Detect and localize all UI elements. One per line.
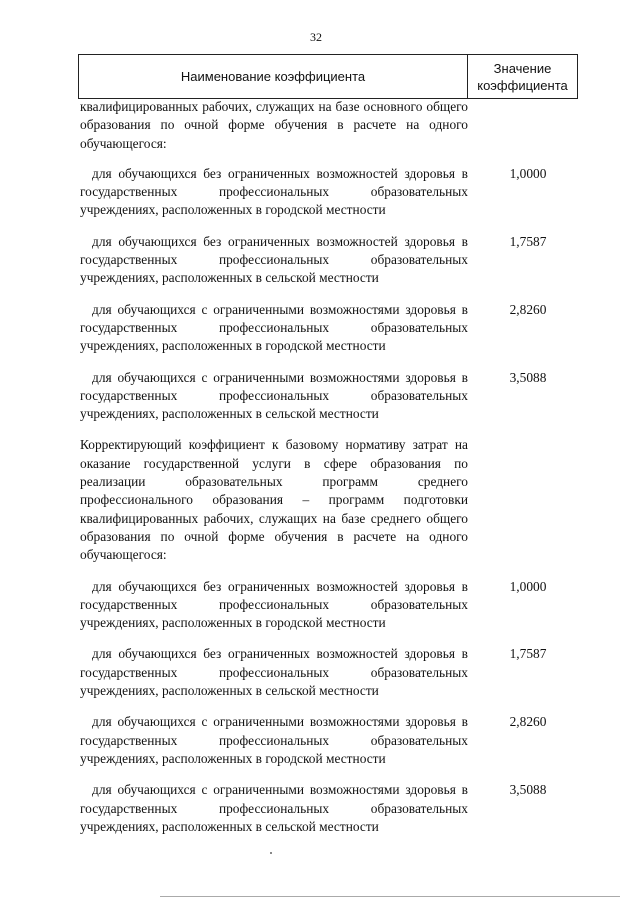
- coefficient-value: [468, 436, 580, 564]
- page-bottom-edge: [160, 896, 620, 897]
- coefficient-value: 2,8260: [509, 301, 547, 317]
- coefficient-description: для обучающихся без ограниченных возможностей здоровья в государственных профессиональных образовательных учреждениях, расположенных в сельской местности: [80, 233, 468, 286]
- coefficient-description: квалифицированных рабочих, служащих на базе основного общего образования по очной форме обучения в расчете на одного обучающегося:: [80, 99, 468, 151]
- coefficient-value: 2,8260: [509, 714, 547, 730]
- coefficient-description: для обучающихся с ограниченными возможностями здоровья в государственных профессиональных образовательных учреждениях, расположенных в сельской местности: [80, 369, 468, 422]
- table-row: [80, 781, 580, 836]
- coefficient-description: для обучающихся без ограниченных возможностей здоровья в государственных профессиональных образовательных учреждениях, расположенных в городской местности: [80, 165, 468, 218]
- column-header-value-line1: Значение: [493, 60, 552, 76]
- table-row: [80, 578, 580, 633]
- coefficient-value: 1,0000: [509, 165, 547, 181]
- scan-artifact: [270, 852, 272, 854]
- coefficient-value: [468, 98, 580, 153]
- coefficient-value: 1,7587: [509, 233, 547, 249]
- coefficient-description: для обучающихся без ограниченных возможностей здоровья в государственных профессиональных образовательных учреждениях, расположенных в городской местности: [80, 578, 468, 631]
- table-body: [80, 98, 580, 849]
- page-number: 32: [310, 30, 322, 44]
- table-header: [78, 54, 578, 99]
- table-row: [80, 98, 580, 153]
- column-header-value: [468, 55, 577, 98]
- section-title: Корректирующий коэффициент к базовому нормативу затрат на оказание государственной услуги в сфере образования по реализации образовательных программ среднего профессионального образования – программ подготовки квалифицированных рабочих, служащих на базе среднего общего образования по очной форме обучения в расчете на одного обучающегося:: [80, 437, 468, 563]
- table-row: [80, 713, 580, 768]
- coefficient-description: для обучающихся с ограниченными возможностями здоровья в государственных профессиональных образовательных учреждениях, расположенных в городской местности: [80, 714, 468, 766]
- coefficient-description: для обучающихся с ограниченными возможностями здоровья в государственных профессиональных образовательных учреждениях, расположенных в городской местности: [80, 301, 468, 354]
- table-row: [80, 369, 580, 424]
- column-header-value-line2: коэффициента: [477, 77, 568, 93]
- table-row: [80, 301, 580, 356]
- coefficient-value: 1,0000: [509, 578, 547, 594]
- table-row: [80, 645, 580, 700]
- table-row: [80, 436, 580, 564]
- table-row: [80, 233, 580, 288]
- table-row: [80, 165, 580, 220]
- coefficient-value: 3,5088: [509, 369, 547, 385]
- coefficient-description: для обучающихся с ограниченными возможностями здоровья в государственных профессиональных образовательных учреждениях, расположенных в сельской местности: [80, 782, 468, 834]
- coefficient-description: для обучающихся без ограниченных возможностей здоровья в государственных профессиональных образовательных учреждениях, расположенных в сельской местности: [80, 646, 468, 699]
- coefficient-value: 1,7587: [509, 646, 547, 662]
- column-header-name: Наименование коэффициента: [79, 55, 468, 98]
- coefficient-value: 3,5088: [509, 782, 547, 798]
